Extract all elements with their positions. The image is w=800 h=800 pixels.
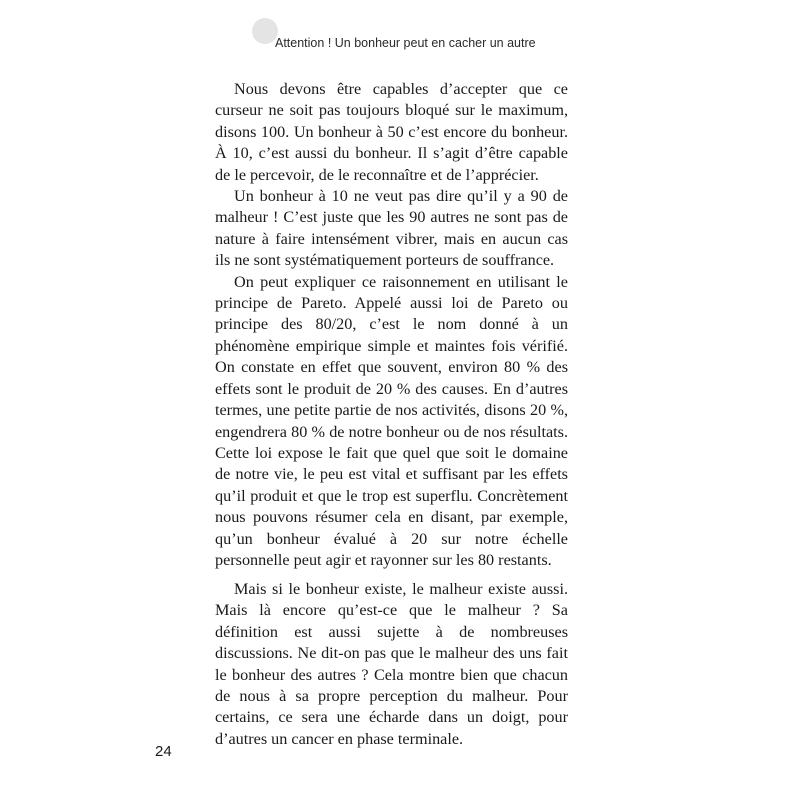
paragraph-3: On peut expliquer ce raisonnement en utilisant le principe de Pareto. Appelé aussi loi de Pareto ou principe des 80/20, c’est le nom donné à un phénomène empirique simple et maintes fois vérifié. On constate en effet que souvent, environ 80 % des effets sont le produit de 20 % des causes. En d’autres termes, une petite partie de nos activités, disons 20 %, engendrera 80 % de notre bonheur ou de nos résultats. Cette loi expose le fait que quel que soit le domaine de notre vie, le peu est vital et suffisant par les effets qu’il produit et que le trop est superflu. Concrètement nous pouvons résumer cela en disant, par exemple, qu’un bonheur évalué à 20 sur notre échelle personnelle peut agir et rayonner sur les 80 restants. xyxy=(215,272,568,569)
body-text-section-2 xyxy=(215,579,568,750)
paragraph-1: Nous devons être capables d’accepter que ce curseur ne soit pas toujours bloqué sur le maximum, disons 100. Un bonheur à 50 c’est encore du bonheur. À 10, c’est aussi du bonheur. Il s’agit d’être capable de le percevoir, de le reconnaître et de l’apprécier. xyxy=(215,80,568,184)
page-number: 24 xyxy=(155,743,172,760)
body-text-section-1 xyxy=(215,79,568,571)
running-head-title: Attention ! Un bonheur peut en cacher un autre xyxy=(275,36,536,50)
paragraph-2: Un bonheur à 10 ne veut pas dire qu’il y a 90 de malheur ! C’est juste que les 90 autres ne sont pas de nature à faire intensément vibrer, mais en aucun cas ils ne sont systématiquement porteurs de souffrance. xyxy=(215,187,568,270)
paragraph-4: Mais si le bonheur existe, le malheur existe aussi. Mais là encore qu’est-ce que le malheur ? Sa définition est aussi sujette à de nombreuses discussions. Ne dit-on pas que le malheur des uns fait le bonheur des autres ? Cela montre bien que chacun de nous à sa propre perception du malheur. Pour certains, ce sera une écharde dans un doigt, pour d’autres un cancer en phase terminale. xyxy=(215,580,568,748)
